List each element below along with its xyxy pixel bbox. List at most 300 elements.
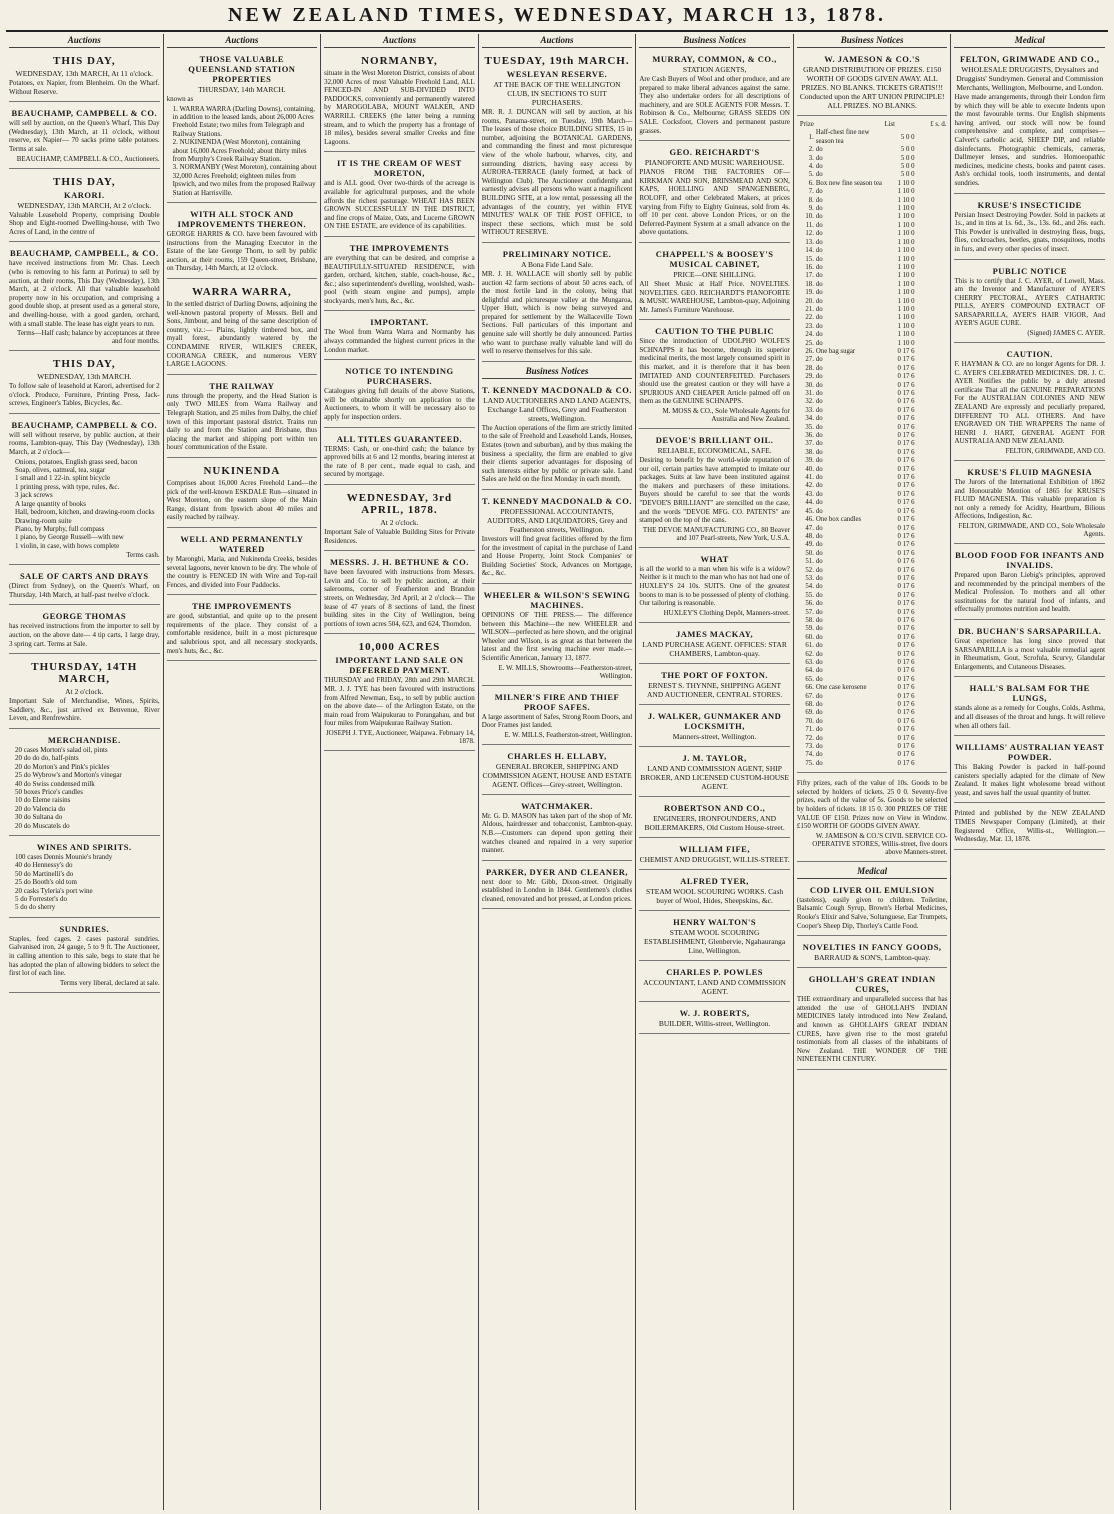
prize-number: 32.	[805, 398, 814, 406]
prize-number: 52.	[805, 566, 814, 574]
prize-value: 0 17 6	[897, 516, 915, 524]
advertisement	[639, 626, 790, 664]
list-item: Soap, olives, oatmeal, tea, sugar	[15, 466, 106, 475]
advertisement	[482, 689, 633, 745]
ad-title: WATCHMAKER.	[521, 800, 593, 811]
prize-row	[797, 373, 948, 381]
prize-row	[797, 567, 948, 575]
list-item: 5 do do sherry	[15, 903, 56, 912]
ad-body-text: A large assortment of Safes, Strong Room Doors, and Door Frames just landed.	[481, 712, 633, 730]
prize-row	[797, 499, 948, 507]
ad-subtitle: LAND AND COMMISSION AGENT, SHIP BROKER, AND LICENSED CUSTOM-HOUSE AGENT.	[640, 763, 789, 791]
prize-item: do	[815, 667, 823, 675]
prize-value: 0 17 6	[897, 364, 915, 372]
advertisement	[954, 263, 1105, 344]
prize-row	[797, 667, 948, 675]
ad-subtitle: GRAND DISTRIBUTION OF PRIZES. £150 WORTH OF GOODS GIVEN AWAY. ALL PRIZES. NO BLANKS. TICKETS GRATIS!!! Conducted upon the ART UNION PRINCIPLE! ALL PRIZES. NO BLANKS.	[799, 65, 945, 110]
prize-number: 3.	[808, 154, 814, 162]
ad-body-text: Valuable Leasehold Property, comprising Double Shop and Eight-roomed Dwelling-house, with Two Acres of Land, in the centre of	[9, 210, 160, 236]
prize-row	[797, 239, 948, 247]
prize-number: 20.	[805, 297, 814, 305]
advertisement	[639, 551, 790, 623]
prize-number: 67.	[805, 692, 814, 700]
ad-signature: (Signed) JAMES C. AYER.	[1027, 329, 1106, 338]
prize-number: 65.	[805, 675, 814, 683]
prize-row	[797, 281, 948, 289]
prize-row	[797, 197, 948, 205]
ad-title: NOVELTIES IN FANCY GOODS,	[802, 942, 942, 953]
column-heading: Auctions	[9, 34, 160, 48]
ad-subtitle: PROFESSIONAL ACCOUNTANTS, AUDITORS, AND LIQUIDATORS, Grey and Featherston streets, Wellington.	[486, 507, 628, 534]
advertisement	[639, 964, 790, 1002]
ad-headline: THIS DAY,	[52, 358, 116, 371]
prize-value: 1 10 0	[897, 305, 915, 313]
prize-number: 18.	[805, 280, 814, 288]
column-heading: Business Notices	[797, 34, 948, 48]
advertisement	[482, 493, 633, 584]
ad-body-text: next door to Mr. Gibb, Dixon-street. Originally established in London in 1844. Gentlemen's clothes cleaned, renovated and hot pressed, at London prices.	[481, 877, 633, 903]
ad-title: GEO. REICHARDT'S	[669, 147, 760, 158]
prize-number: 2.	[808, 146, 814, 154]
prize-item: do	[815, 600, 823, 608]
prize-item: do	[815, 406, 823, 414]
list-item: A large quantity of books	[15, 499, 87, 508]
prize-number: 71.	[805, 726, 814, 734]
prize-value: 0 17 6	[897, 726, 915, 734]
prize-number: 16.	[805, 263, 814, 271]
prize-row	[797, 390, 948, 398]
prize-value: 0 17 6	[897, 751, 915, 759]
prize-item: do	[815, 163, 823, 171]
prize-row	[797, 525, 948, 533]
advertisement	[639, 432, 790, 548]
ad-title: KRUSE'S FLUID MAGNESIA	[967, 467, 1093, 477]
prize-item: do	[815, 390, 823, 397]
prize-item: do	[815, 759, 823, 767]
ad-subtitle: ENGINEERS, IRONFOUNDERS, AND BOILERMAKERS, Old Custom House-street.	[644, 813, 785, 832]
prize-number: 7.	[808, 188, 814, 196]
ad-title: HENRY WALTON'S	[673, 916, 757, 927]
prize-row	[797, 205, 948, 213]
column-3	[320, 34, 478, 1510]
prize-value: 0 17 6	[897, 356, 915, 364]
prize-number: 5.	[808, 171, 814, 179]
prize-item: do	[815, 541, 823, 549]
prize-number: 49.	[805, 541, 814, 549]
prize-value: 0 17 6	[897, 415, 915, 423]
prize-number: 24.	[805, 331, 814, 339]
advertisement	[639, 873, 790, 911]
prize-number: 40.	[805, 465, 814, 473]
advertisement	[954, 197, 1105, 260]
prize-item: do	[815, 247, 823, 255]
list-item: 3 jack screws	[15, 491, 53, 500]
prize-number: 72.	[805, 734, 814, 742]
list-item: 40 do Hennessy's do	[15, 861, 73, 870]
advertisement	[482, 798, 633, 861]
advertisement	[324, 554, 475, 634]
ad-title: MURRAY, COMMON, & CO.,	[652, 54, 777, 64]
prize-row	[797, 726, 948, 734]
prize-number: 75.	[805, 759, 814, 767]
advertisement	[324, 637, 475, 751]
prize-item: do	[815, 482, 823, 490]
advertisement	[9, 245, 160, 351]
prize-value: 0 17 6	[897, 692, 915, 700]
prize-value: 0 17 6	[897, 482, 915, 490]
prize-value: 1 10 0	[897, 339, 915, 347]
advertisement	[167, 461, 318, 528]
prize-number: 58.	[805, 616, 814, 624]
prize-item: do	[815, 364, 823, 372]
advertisement	[639, 1005, 790, 1034]
list-item: 100 cases Dennis Mounie's brandy	[15, 852, 113, 861]
ad-body-text: (Direct from Sydney), on the Queen's Wharf, on Thursday, 14th March, at half-past twelve o'clock.	[9, 582, 160, 599]
prize-value: 0 17 6	[897, 583, 915, 591]
ad-headline: THURSDAY, 14TH MARCH,	[31, 661, 138, 686]
prize-item: do	[815, 659, 823, 666]
ad-subtitle: At 2 o'clock.	[380, 518, 419, 527]
prize-number: 29.	[805, 373, 814, 381]
advertisement	[639, 708, 790, 747]
prize-value: 0 17 6	[897, 558, 915, 566]
advertisement	[9, 51, 160, 102]
prize-number: 13.	[805, 238, 814, 246]
advertisement	[167, 531, 318, 595]
prize-row	[797, 634, 948, 642]
prize-row	[797, 659, 948, 667]
prize-item: do	[815, 373, 823, 381]
ad-title: T. KENNEDY MACDONALD & CO.	[482, 496, 632, 506]
prize-row	[797, 424, 948, 432]
advertisement	[9, 732, 160, 836]
prize-value: 1 10 0	[897, 289, 915, 297]
advertisement	[324, 155, 475, 237]
prize-value: 0 17 6	[897, 347, 915, 355]
advertisement	[954, 806, 1105, 849]
prize-item: do	[815, 457, 823, 465]
prize-row	[797, 718, 948, 726]
prize-row	[797, 222, 948, 230]
list-item: 1 small and 1 22-in. splint bicycle	[15, 474, 111, 483]
ad-title: IMPORTANT.	[370, 317, 429, 328]
prize-row	[797, 146, 948, 154]
ad-item-list	[15, 458, 160, 550]
ad-title: THOSE VALUABLE QUEENSLAND STATION PROPERTIES	[188, 54, 296, 84]
prize-number: 45.	[805, 507, 814, 515]
prize-item: do	[815, 558, 823, 566]
prize-item: do	[815, 415, 823, 423]
prize-number: 70.	[805, 717, 814, 725]
column-heading: Auctions	[482, 34, 633, 48]
ad-body-text: The Wool from Warra Warra and Normanby has always commanded the highest current prices in the London market.	[324, 328, 475, 354]
ad-body-text: Great experience has long since proved that SARSAPARILLA is a most valuable remedial agent in Rheumatism, Gout, Scrofula, Scurvy, Glandular Enlargements, and Cutaneous Diseases.	[954, 636, 1106, 671]
prize-row	[797, 701, 948, 709]
ad-title: PUBLIC NOTICE	[992, 265, 1067, 276]
prize-number: 63.	[805, 659, 814, 666]
list-item: 50 boxes Price's candles	[15, 787, 83, 796]
prize-number: 25.	[805, 339, 814, 347]
list-item: Hall, bedroom, kitchen, and drawing-room clocks	[15, 508, 155, 517]
prize-number: 26.	[805, 347, 814, 355]
advertisement	[9, 839, 160, 918]
prize-value: 1 10 0	[897, 297, 915, 305]
ad-title: DR. BUCHAN'S SARSAPARILLA.	[958, 625, 1102, 636]
prize-value: 0 17 6	[897, 448, 915, 456]
column-1	[6, 34, 163, 1510]
advertisement	[167, 51, 318, 203]
list-item: 25 do Booth's old tom	[15, 878, 77, 887]
prize-number: 23.	[805, 322, 814, 330]
list-item: Onions, potatoes, English grass seed, bacon	[15, 457, 138, 466]
prize-value: 0 17 6	[897, 684, 915, 692]
section-heading: Medical	[797, 865, 948, 879]
prize-row	[797, 550, 948, 558]
prize-number: 36.	[805, 432, 814, 440]
prize-row	[797, 449, 948, 457]
prize-item: do	[815, 608, 823, 616]
columns	[6, 34, 1108, 1510]
advertisement	[954, 547, 1105, 620]
prize-item: do	[815, 398, 823, 406]
ad-subtitle: WEDNESDAY, 13th MARCH.	[37, 372, 132, 382]
prize-row	[797, 163, 948, 171]
advertisement	[482, 748, 633, 795]
advertisement	[9, 921, 160, 993]
ad-subtitle: STEAM WOOL SCOURING WORKS. Cash buyer of Wool, Hides, Sheepskins, &c.	[646, 886, 784, 905]
prize-row	[797, 592, 948, 600]
advertisement	[482, 382, 633, 490]
prize-item: do	[815, 650, 823, 658]
prize-number: 64.	[805, 667, 814, 675]
prize-item: One bag sugar	[815, 347, 856, 355]
prize-item: do	[815, 633, 823, 641]
list-item: 1 violin, in case, with bows complete	[15, 541, 120, 550]
prize-value: 5 0 0	[900, 163, 915, 171]
advertisement	[954, 51, 1105, 194]
column-heading: Auctions	[167, 34, 318, 48]
prize-row	[797, 440, 948, 448]
advertisement	[9, 105, 160, 168]
ad-title: GEORGE THOMAS	[42, 611, 127, 622]
prize-item: do	[815, 566, 823, 574]
list-item: Piano, by Murphy, full compass	[15, 524, 105, 533]
prize-item: do	[815, 205, 823, 213]
prize-value: 0 17 6	[897, 381, 915, 389]
prize-row	[797, 180, 948, 188]
advertisement	[954, 346, 1105, 461]
ad-title: SUNDRIES.	[59, 923, 110, 934]
ad-title: KARORI.	[64, 189, 105, 200]
ad-title: BEAUCHAMP, CAMPBELL & CO.	[11, 108, 158, 119]
prize-value: 5 0 0	[900, 133, 915, 141]
ad-signature: Terms—Half cash; balance by acceptances at three and four months.	[17, 329, 160, 346]
prize-value: 1 10 0	[897, 188, 915, 196]
ad-body-text: by Marongbi, Maria, and Nukinenda Creeks, besides several lagoons, never known to be dry. The whole of the country is FENCED IN with Wire and Top-rail Fences, and divided into Four Paddocks.	[166, 554, 318, 589]
ad-title: WHAT	[700, 553, 729, 564]
ad-headline: THIS DAY,	[52, 55, 116, 67]
prize-item: do	[815, 532, 823, 540]
prize-value: 1 10 0	[897, 331, 915, 339]
ad-subtitle: STATION AGENTS,	[682, 65, 747, 74]
prize-row	[797, 230, 948, 238]
prize-item: do	[815, 751, 823, 759]
prize-number: 59.	[805, 625, 814, 633]
prize-item: do	[815, 146, 823, 154]
prize-row	[797, 743, 948, 751]
prize-row	[797, 760, 948, 768]
ad-title: JAMES MACKAY,	[676, 628, 754, 639]
column-6	[793, 34, 951, 1510]
prize-value: 1 10 0	[897, 238, 915, 246]
ad-body-text: Prepared upon Baron Liebig's principles, approved and recommended by the principal members of the Medical Profession. To mothers and all other sustitutions for the natural food of infants, and effectually promotes nutrition and health.	[954, 570, 1106, 614]
prize-row	[797, 264, 948, 272]
ad-body-text: Desiring to benefit by the world-wide reputation of our oil, certain parties have attempted to imitate our packages. Suits at law have been instituted against the makers and purchasers of these imitations. Buyers should be careful to see that the words "DEVOE'S BRILLIANT" are stencilled on the case, and the words "DEVOE MFG. CO. PATENTS" are stamped on the top of the cans.	[639, 456, 790, 525]
ad-signature: THE DEVOE MANUFACTURING CO., 80 Beaver and 107 Pearl-streets, New York, U.S.A.	[642, 525, 790, 542]
prize-item: do	[815, 583, 823, 591]
ad-body-text: The Auction operations of the firm are strictly limited to the sale of Freehold and Leasehold Lands, Houses, Estates (town and suburban), and by thus making the business a speciality, the firm are enabled to give their clients superior advantages for disposing of such interests either by public or private sale. Land Sales are held on the first Monday in each month.	[481, 423, 633, 484]
prize-item: do	[815, 701, 823, 709]
prize-number: 19.	[805, 289, 814, 297]
prize-number: 68.	[805, 701, 814, 709]
ad-signature: FELTON, GRIMWADE, AND CO.	[1005, 447, 1106, 455]
prize-number: 34.	[805, 415, 814, 423]
prize-item: do	[815, 440, 823, 448]
prize-item: Half-chest fine new season tea	[815, 129, 870, 145]
prize-row	[797, 247, 948, 255]
prize-value: 0 17 6	[897, 406, 915, 414]
ad-subtitle: PIANOFORTE AND MUSIC WAREHOUSE.	[644, 158, 785, 168]
ad-subtitle: ACCOUNTANT, LAND AND COMMISSION AGENT.	[643, 977, 786, 996]
ad-headline: 10,000 ACRES	[358, 641, 441, 654]
prize-value: 0 17 6	[897, 398, 915, 406]
prize-number: 1.	[808, 133, 814, 141]
prize-value: 0 17 6	[897, 701, 915, 709]
list-item: 25 do Wybrow's and Morton's vinegar	[15, 771, 122, 780]
prize-number: 28.	[805, 364, 814, 372]
ad-headline: TUESDAY, 19th MARCH.	[484, 55, 630, 67]
advertisement	[639, 51, 790, 141]
ad-title: FELTON, GRIMWADE AND CO.,	[959, 54, 1100, 64]
ad-body-text: MR. R. J. DUNCAN will sell by auction, at his rooms, Panama-street, on Tuesday, 19th March— The leases of those choice BUILDING SITES, 15 in number, adjoining the BOTANICAL GARDENS, and commanding the finest and most picturesque view of the whole harbour, wharves, city, and surrounding districts, having easy access by AURORA-TERRACE (lately formed, at back of Wellington Club). The Auctioneer confidently and earnestly advises all persons who want a magnificent BUILDING SITE, at a low rental, possessing all the advantages of the country, yet within FIVE MINUTES' WALK OF THE POST OFFICE, to inspect these sections, which must be sold WITHOUT RESERVE.	[481, 108, 633, 237]
ad-subtitle: CHEMIST AND DRUGGIST, WILLIS-STREET.	[639, 854, 790, 864]
prize-item: do	[815, 507, 823, 515]
ad-item-list	[173, 105, 318, 197]
prize-value: 0 17 6	[897, 440, 915, 448]
prize-value: 0 17 6	[897, 709, 915, 717]
prize-value: 0 17 6	[897, 675, 915, 683]
ad-title: THE IMPROVEMENTS	[192, 601, 292, 612]
prize-row	[797, 323, 948, 331]
ad-body-text: has received instructions from the importer to sell by auction, on the above date— 4 tip carts, 1 large dray, 3 spring cart. Terms at Sale.	[9, 622, 160, 648]
advertisement	[324, 51, 475, 152]
prize-value: 1 10 0	[897, 322, 915, 330]
prize-row	[797, 735, 948, 743]
prize-number: 53.	[805, 574, 814, 582]
prize-number: 55.	[805, 591, 814, 599]
prize-number: 44.	[805, 499, 814, 507]
prize-value: 0 17 6	[897, 373, 915, 381]
prize-item: do	[815, 331, 823, 339]
ad-body-text: Have made arrangements, through their London firm by which they will be able to execute Indents upon the most favourable terms. Our English shipments having arrived, our stock will now be found comprehensive and complete, and comprises— Calvert's carbolic acid, SHEEP DIP, and reliable disinfectants. Photographic chemicals, cameras, Dallmeyer lenses, and sundries. Homoeopathic medicines, medicine chests, books and patent cases. Ash's orchidal tools, tooth instruments, and dental sundries.	[954, 93, 1106, 187]
prize-number: 51.	[805, 558, 814, 566]
prize-number: 54.	[805, 583, 814, 591]
prize-row	[797, 398, 948, 406]
prize-number: 30.	[805, 381, 814, 389]
prize-number: 27.	[805, 356, 814, 364]
ad-title: HALL'S BALSAM FOR THE LUNGS,	[969, 683, 1090, 704]
prize-item: do	[815, 196, 823, 204]
prize-row	[797, 171, 948, 179]
prize-number: 42.	[805, 482, 814, 490]
prize-item: do	[815, 524, 823, 532]
advertisement	[324, 431, 475, 485]
advertisement	[9, 417, 160, 565]
ad-signature: FELTON, GRIMWADE, AND CO., Sole Wholesale Agents.	[958, 521, 1106, 538]
ad-subtitle: PRICE—ONE SHILLING.	[673, 269, 756, 279]
prize-header-cell	[815, 121, 884, 129]
prize-number: 47.	[805, 524, 814, 532]
ad-body-text: OPINIONS OF THE PRESS.— The difference between this Machine—the new WHEELER and WILSON—perfected as here shown, and the original Wheeler and Wilson, is as great as that between the latest and the first sewing machine ever made.— Scientific American, January 13, 1877.	[481, 610, 633, 662]
ad-body-text: and is ALL good. Over two-thirds of the acreage is available for agricultural purposes, and the whole affords the richest pasturage. WHEAT HAS BEEN GROWN SUCCESSFULLY IN THE DISTRICT, and fine crops of Maize, Oats, and Lucerne GROWN ON THE ESTATE, are evidence of its capabilities.	[324, 179, 475, 231]
ad-body-text: Potatoes, ex Napier, from Blenheim. On the Wharf. Without Reserve.	[9, 79, 160, 96]
prize-list-table	[797, 121, 948, 768]
advertisement	[324, 314, 475, 360]
prize-value: 1 10 0	[897, 213, 915, 221]
prize-header-cell: £ s. d.	[930, 121, 947, 128]
prize-number: 8.	[808, 196, 814, 204]
prize-value: 0 17 6	[897, 541, 915, 549]
advertisement	[639, 914, 790, 961]
ad-subtitle: A Bona Fide Land Sale.	[521, 259, 593, 269]
advertisement	[167, 206, 318, 279]
prize-row	[797, 474, 948, 482]
advertisement	[954, 464, 1105, 544]
prize-value: 0 17 6	[897, 616, 915, 624]
ad-body-text: will sell by auction, on the Queen's Wharf, This Day (Wednesday), 13th March, at 11 o'clock, without reserve, ex Napier— 70 sacks prime table potatoes. Terms at sale.	[9, 119, 160, 153]
ad-title: BEAUCHAMP, CAMPBELL, & CO.	[9, 248, 159, 259]
ad-title: CHARLES H. ELLABY,	[507, 750, 607, 761]
prize-number: 4.	[808, 163, 814, 171]
prize-item: do	[815, 625, 823, 633]
prize-row	[797, 491, 948, 499]
advertisement	[9, 608, 160, 654]
advertisement	[639, 144, 790, 243]
prize-number: 35.	[805, 423, 814, 431]
ad-title: COD LIVER OIL EMULSION	[809, 884, 935, 895]
prize-row	[797, 751, 948, 759]
prize-item: do	[815, 574, 823, 582]
prize-item: do	[815, 272, 823, 280]
prize-item: do	[815, 314, 823, 322]
column-5	[635, 34, 793, 1510]
ad-title: WESLEYAN RESERVE.	[506, 69, 608, 79]
advertisement	[639, 800, 790, 838]
ad-subtitle: WEDNESDAY, 13th MARCH, At 2 o'clock.	[17, 200, 152, 210]
prize-value: 5 0 0	[900, 154, 915, 162]
ad-title: WINES AND SPIRITS.	[36, 841, 132, 852]
ad-body-text: TERMS: Cash, or one-third cash; the balance by approved bills at 6 and 12 months, bearing interest at the rate of 8 per cent., made equal to cash, and secured by mortgage.	[324, 444, 475, 479]
ad-signature: JOSEPH J. TYE, Auctioneer, Waipawa. February 14, 1878.	[325, 728, 475, 745]
prize-row	[797, 213, 948, 221]
ad-title: THE PORT OF FOXTON.	[661, 669, 768, 680]
prize-row	[797, 415, 948, 423]
prize-item: do	[815, 213, 823, 221]
prize-number: 33.	[805, 406, 814, 414]
advertisement	[324, 363, 475, 427]
prize-row	[797, 466, 948, 474]
ad-headline: NUKINENDA	[203, 464, 281, 477]
